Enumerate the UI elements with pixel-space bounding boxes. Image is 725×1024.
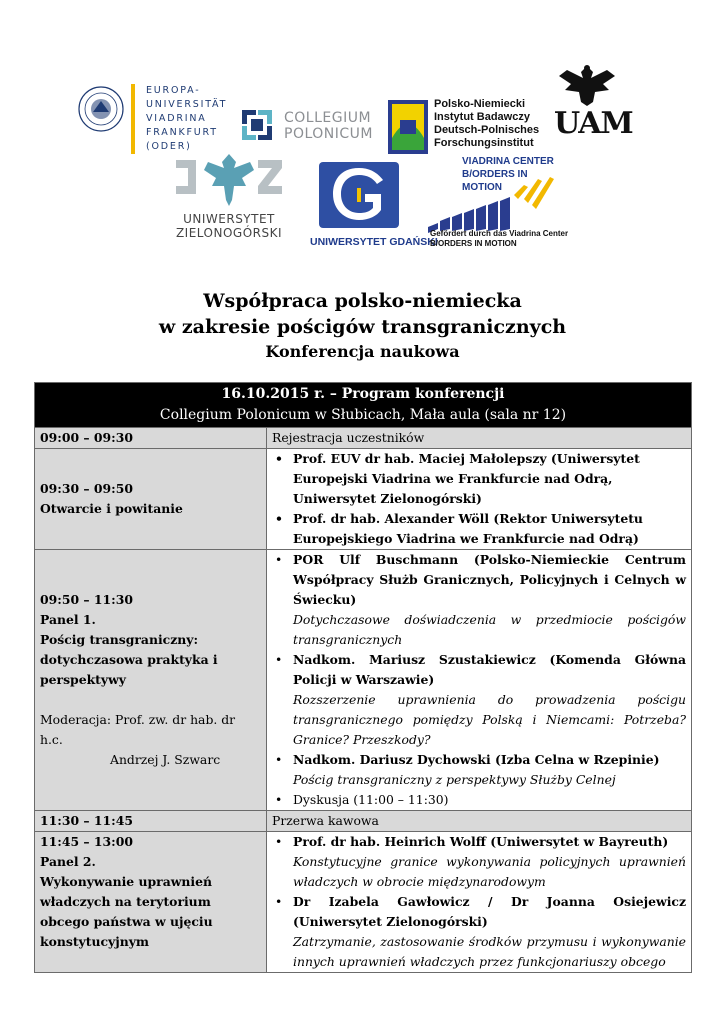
- time-label: 09:30 – 09:50: [40, 481, 133, 496]
- talk-topic: Konstytucyjne granice wykonywania policyjnych uprawnień władczych w obrocie międzynarodowym: [293, 854, 686, 889]
- logo-viadrina-center: [428, 155, 588, 255]
- program-venue: Collegium Polonicum w Słubicach, Mała aula (sala nr 12): [159, 407, 567, 423]
- speaker: Prof. dr hab. Heinrich Wolff (Uniwersytet w Bayreuth): [293, 834, 669, 849]
- logo-polsko-niemiecki-instytut: [388, 98, 558, 158]
- uam-wordmark: UAM: [554, 106, 633, 141]
- speaker: Prof. EUV dr hab. Maciej Małolepszy (Uniwersytet Europejski Viadrina we Frankfurcie nad Odrą, Uniwersytet Zielonogórski): [293, 451, 640, 506]
- list-item: [272, 832, 686, 892]
- talk-topic: Dotychczasowe doświadczenia w przedmiocie pościgów transgranicznych: [293, 612, 686, 647]
- partner-logos: [0, 0, 725, 275]
- speaker-list: [272, 550, 686, 810]
- spacer: [40, 690, 261, 710]
- list-item: [272, 509, 686, 549]
- subtitle: Konferencja naukowa: [265, 342, 460, 361]
- logo-collegium-polonicum: [242, 108, 382, 148]
- viadrina-center-title: VIADRINA CENTER B/ORDERS IN MOTION: [462, 156, 554, 193]
- viadrina-center-funding-note: Gefördert durch das Viadrina Center B/ORDERS IN MOTION: [430, 229, 569, 248]
- logo-uam: [552, 62, 633, 144]
- panel-title: Wykonywanie uprawnień władczych na terytorium obcego państwa w ujęciu konstytucyjnym: [40, 874, 213, 949]
- time-label: 11:45 – 13:00: [40, 834, 133, 849]
- speaker: POR Ulf Buschmann (Polsko-Niemieckie Centrum Współpracy Służb Granicznych, Policyjnych i Celnych w Świecku): [293, 552, 686, 607]
- table-row: [35, 428, 692, 449]
- session-label: Otwarcie i powitanie: [40, 501, 183, 516]
- time-cell: 09:00 – 09:30: [35, 428, 267, 449]
- moderator-name: Andrzej J. Szwarc: [110, 752, 221, 767]
- table-row: [35, 832, 692, 973]
- speaker: Nadkom. Mariusz Szustakiewicz (Komenda Główna Policji w Warszawie): [293, 652, 686, 687]
- time-label: 09:50 – 11:30: [40, 592, 133, 607]
- agenda-cell: [267, 832, 692, 973]
- speaker: Dr Izabela Gawłowicz / Dr Joanna Osiejewicz (Uniwersytet Zielonogórski): [293, 894, 686, 929]
- logo-uniwersytet-gdanski: [310, 160, 438, 250]
- eagle-icon: [557, 62, 617, 108]
- program-header-row: [35, 383, 692, 428]
- list-item: [272, 650, 686, 750]
- agenda-cell: [267, 449, 692, 550]
- session-cell: [35, 832, 267, 973]
- agenda-cell: Rejestracja uczestników: [267, 428, 692, 449]
- document-heading: [0, 288, 725, 364]
- time-cell: 11:30 – 11:45: [35, 811, 267, 832]
- panel-title: Pościg transgraniczny: dotychczasowa praktyka i perspektywy: [40, 632, 218, 687]
- list-item: [272, 790, 686, 810]
- logo-europa-universitat-viadrina: [78, 78, 238, 158]
- title-line-2: w zakresie pościgów transgranicznych: [158, 316, 567, 338]
- program-date-title: 16.10.2015 r. – Program konferencji: [221, 386, 505, 402]
- list-item: [272, 449, 686, 509]
- talk-topic: Rozszerzenie uprawnienia do prowadzenia pościgu transgranicznego pomiędzy Polską i Niemcami: Potrzeba? Granice? Przeszkody?: [293, 692, 686, 747]
- collegium-polonicum-mark-icon: [242, 108, 276, 144]
- euv-seal-icon: [78, 86, 124, 132]
- agenda-cell: [267, 550, 692, 811]
- list-item: [272, 892, 686, 972]
- uz-wordmark: UNIWERSYTET ZIELONOGÓRSKI: [175, 212, 283, 240]
- panel-number: Panel 1.: [40, 612, 96, 627]
- session-cell: [35, 550, 267, 811]
- session-cell: [35, 449, 267, 550]
- table-row: [35, 550, 692, 811]
- pni-wordmark: Polsko-Niemiecki Instytut Badawczy Deutsch-Polnisches Forschungsinstitut: [434, 98, 540, 149]
- table-row: [35, 811, 692, 832]
- table-row: [35, 449, 692, 550]
- list-item: [272, 550, 686, 650]
- list-item: [272, 750, 686, 790]
- program-header: [35, 383, 692, 428]
- speaker: Prof. dr hab. Alexander Wöll (Rektor Uniwersytetu Europejskiego Viadrina we Frankfurcie nad Odrą): [293, 511, 643, 546]
- ug-emblem-icon: [317, 160, 401, 230]
- pni-mark-icon: [388, 100, 428, 154]
- speaker-list: [272, 832, 686, 972]
- talk-topic: Pościg transgraniczny z perspektywy Służby Celnej: [293, 772, 616, 787]
- collegium-polonicum-wordmark: COLLEGIUM POLONICUM: [284, 110, 373, 142]
- uz-emblem-icon: [176, 150, 282, 210]
- program-table: [34, 382, 692, 973]
- moderation-label: Moderacja: Prof. zw. dr hab. dr h.c.: [40, 712, 236, 747]
- logo-uniwersytet-zielonogorski: [168, 150, 290, 246]
- panel-number: Panel 2.: [40, 854, 96, 869]
- discussion-item: Dyskusja (11:00 – 11:30): [293, 792, 449, 807]
- ug-wordmark: UNIWERSYTET GDAŃSKI: [310, 236, 438, 248]
- agenda-cell: Przerwa kawowa: [267, 811, 692, 832]
- talk-topic: Zatrzymanie, zastosowanie środków przymusu i wykonywanie innych uprawnień władczych przez funkcjonariuszy obcego: [293, 934, 686, 969]
- speaker-list: [272, 449, 686, 549]
- speaker: Nadkom. Dariusz Dychowski (Izba Celna w Rzepinie): [293, 752, 660, 767]
- viadrina-stripes-icon: [428, 175, 558, 233]
- euv-wordmark: EUROPA- UNIVERSITÄT VIADRINA FRANKFURT (ODER): [146, 85, 228, 152]
- title-line-1: Współpraca polsko-niemiecka: [203, 290, 522, 312]
- euv-accent-bar: [131, 84, 135, 154]
